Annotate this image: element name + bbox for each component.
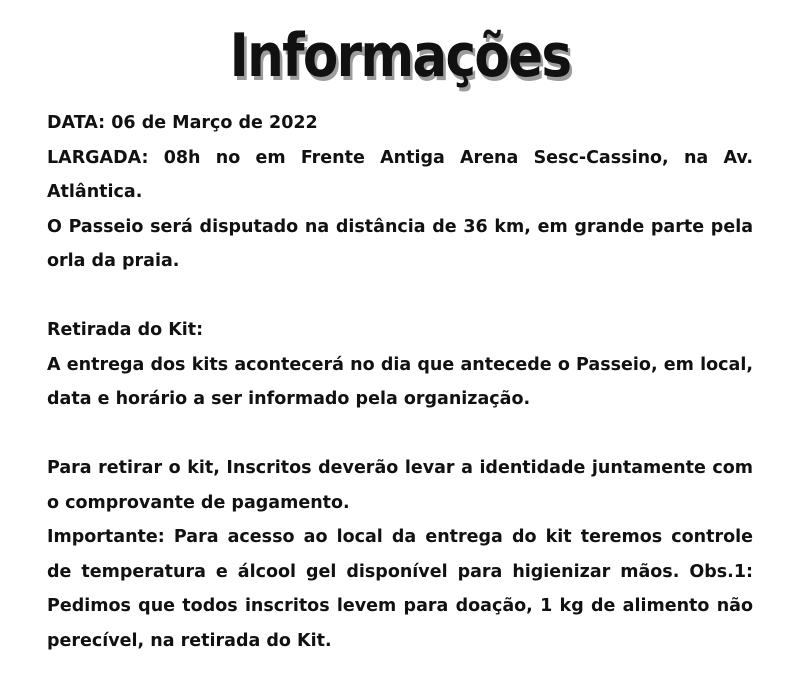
paragraph-spacer (47, 279, 753, 314)
kit-delivery-text: A entrega dos kits acontecerá no dia que antecede o Passeio, em local, data e horário a ser informado pela organização. (47, 354, 753, 409)
kit-pickup-text: Para retirar o kit, Inscritos deverão levar a identidade juntamente com o comprovante de pagamento. (47, 458, 753, 513)
start-location-line: LARGADA: 08h no em Frente Antiga Arena Sesc-Cassino, na Av. Atlântica. (47, 147, 753, 202)
important-notice-text: Importante: Para acesso ao local da entrega do kit teremos controle de temperatura e álcool gel disponível para higienizar mãos. Obs.1: Pedimos que todos inscritos levem para doação, 1 kg de alimento não perecível, na retirada do Kit. (47, 527, 753, 651)
event-date-line: DATA: 06 de Março de 2022 (47, 113, 318, 133)
document-body (47, 106, 753, 658)
kit-section-heading: Retirada do Kit: (47, 320, 204, 340)
document-page (47, 14, 753, 658)
distance-line: O Passeio será disputado na distância de 36 km, em grande parte pela orla da praia. (47, 216, 753, 271)
paragraph-spacer (47, 417, 753, 452)
page-title: Informações (229, 21, 571, 91)
